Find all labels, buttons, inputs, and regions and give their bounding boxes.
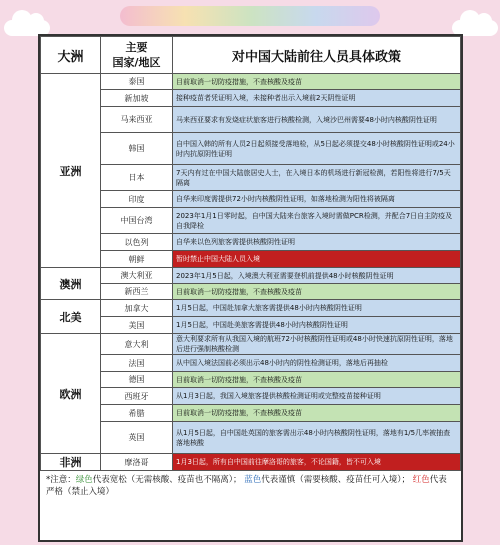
table-row: [41, 165, 461, 191]
note-prefix: *注意：: [46, 475, 76, 485]
country-cell: 澳大利亚: [101, 268, 173, 284]
country-cell: 日本: [101, 165, 173, 191]
policy-cell: 自中国入韩的所有人员2日起须接受落地检，从5日起必须提交48小时核酸阴性证明或24小时内抗原阴性证明: [173, 133, 461, 165]
policy-cell: 暂时禁止中国大陆人员入境: [173, 251, 461, 268]
policy-cell: 马来西亚要求有发烧症状旅客进行核酸检测，入境沙巴州需要48小时内核酸阴性证明: [173, 107, 461, 133]
country-cell: 中国台湾: [101, 208, 173, 234]
table-row: [41, 405, 461, 422]
policy-body: [41, 74, 461, 471]
region-cell: 非洲: [41, 454, 101, 471]
table-row: [41, 133, 461, 165]
table-row: [41, 74, 461, 90]
policy-cell: 自华来以色列旅客需提供核酸阴性证明: [173, 234, 461, 251]
table-row: [41, 268, 461, 284]
note-blue-word: 蓝色: [244, 475, 262, 485]
table-row: [41, 300, 461, 317]
policy-cell: 接种疫苗者凭证明入境，未接种者出示入境前2天阴性证明: [173, 90, 461, 107]
header-policy: 对中国大陆前往人员具体政策: [173, 37, 461, 74]
note-red-text: 代表严格（禁止入境）: [46, 475, 447, 497]
policy-sheet: [38, 34, 463, 542]
note-red-word: 红色: [412, 475, 430, 485]
table-row: [41, 454, 461, 471]
country-cell: 加拿大: [101, 300, 173, 317]
policy-cell: 1月3日起，所有自中国前往摩洛哥的旅客，不论国籍，皆不可入境: [173, 454, 461, 471]
policy-cell: 7天内有过在中国大陆旅居史人士，在入境日本的机场进行新冠检测，若阳性将进行7/5天隔离: [173, 165, 461, 191]
policy-cell: 2023年1月5日起，入境澳大利亚需要登机前提供48小时核酸阴性证明: [173, 268, 461, 284]
table-row: [41, 355, 461, 372]
policy-cell: 1月5日起，中国赴美旅客需提供48小时内核酸阴性证明: [173, 317, 461, 334]
region-cell: 北美: [41, 300, 101, 334]
policy-cell: 目前取消一切防疫措施，不查核酸及疫苗: [173, 405, 461, 422]
table-row: [41, 334, 461, 355]
region-cell: 澳洲: [41, 268, 101, 300]
note-green-text: 代表宽松（无需核酸、疫苗也不隔离）；: [92, 475, 242, 485]
country-cell: 印度: [101, 191, 173, 208]
policy-cell: 从中国入境法国前必须出示48小时内的阴性检测证明，落地后再抽检: [173, 355, 461, 372]
country-cell: 意大利: [101, 334, 173, 355]
country-cell: 英国: [101, 422, 173, 454]
rainbow-decoration: [120, 6, 380, 26]
country-cell: 新加坡: [101, 90, 173, 107]
table-row: [41, 234, 461, 251]
country-cell: 新西兰: [101, 284, 173, 300]
note-green-word: 绿色: [75, 475, 93, 485]
policy-cell: 目前取消一切防疫措施，不查核酸及疫苗: [173, 372, 461, 388]
country-cell: 以色列: [101, 234, 173, 251]
region-cell: 欧洲: [41, 334, 101, 454]
header-country-line2: 国家/地区: [112, 56, 161, 69]
region-cell: 亚洲: [41, 74, 101, 268]
policy-cell: 目前取消一切防疫措施，不查核酸及疫苗: [173, 284, 461, 300]
country-cell: 德国: [101, 372, 173, 388]
policy-cell: 意大利要求所有从我国入境的航班72小时核酸阴性证明或48小时快速抗原阴性证明，落地后进行强制核酸检测: [173, 334, 461, 355]
policy-cell: 目前取消一切防疫措施，不查核酸及疫苗: [173, 74, 461, 90]
country-cell: 马来西亚: [101, 107, 173, 133]
country-cell: 泰国: [101, 74, 173, 90]
table-row: [41, 284, 461, 300]
country-cell: 法国: [101, 355, 173, 372]
country-cell: 希腊: [101, 405, 173, 422]
country-cell: 西班牙: [101, 388, 173, 405]
table-row: [41, 422, 461, 454]
table-row: [41, 372, 461, 388]
table-row: [41, 191, 461, 208]
header-region: 大洲: [41, 37, 101, 74]
legend-note: [40, 471, 461, 501]
policy-cell: 自华来印度需提供72小时内核酸阴性证明，如落地检测为阳性将被隔离: [173, 191, 461, 208]
policy-cell: 1月5日起，中国赴加拿大旅客需提供48小时内核酸阴性证明: [173, 300, 461, 317]
country-cell: 美国: [101, 317, 173, 334]
table-row: [41, 208, 461, 234]
note-blue-text: 代表谨慎（需要核酸、疫苗任可入境）；: [261, 475, 411, 485]
header-country: [101, 37, 173, 74]
policy-cell: 从1月5日起，自中国赴英国的旅客需出示48小时内核酸阴性证明，落地有1/5几率被抽查落地核酸: [173, 422, 461, 454]
policy-cell: 从1月3日起，我国入境旅客提供核酸检测证明或完整疫苗接种证明: [173, 388, 461, 405]
country-cell: 朝鲜: [101, 251, 173, 268]
country-cell: 韩国: [101, 133, 173, 165]
header-country-line1: 主要: [125, 41, 148, 54]
policy-cell: 2023年1月1日零时起，自中国大陆来台旅客入境时需做PCR检测，并配合7日自主防疫及自我降检: [173, 208, 461, 234]
table-row: [41, 317, 461, 334]
country-cell: 摩洛哥: [101, 454, 173, 471]
table-row: [41, 90, 461, 107]
table-row: [41, 388, 461, 405]
header-row: [41, 37, 461, 74]
table-row: [41, 107, 461, 133]
policy-table: [40, 36, 461, 471]
table-row: [41, 251, 461, 268]
